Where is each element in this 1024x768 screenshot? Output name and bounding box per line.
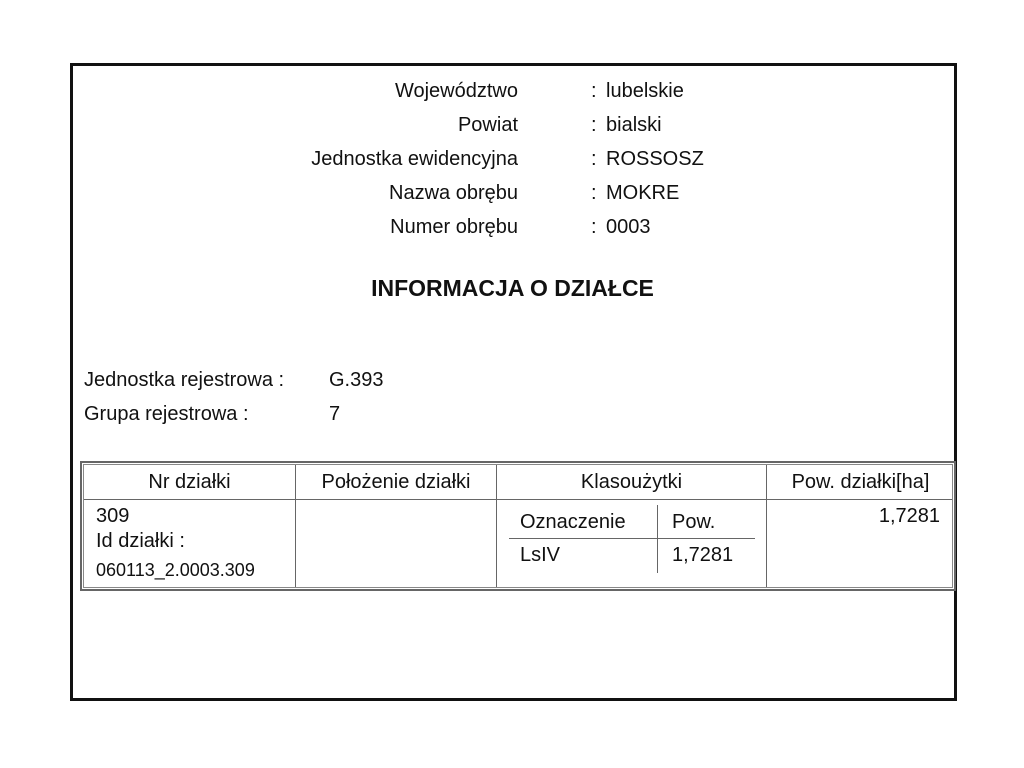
- registry-unit-row: [84, 365, 384, 395]
- parcel-table-inner: [83, 464, 953, 588]
- land-class-code: LsIV: [520, 544, 561, 566]
- header-row-voivodeship: [73, 76, 954, 106]
- precinct-number-value: 0003: [606, 216, 651, 238]
- registry-unit-row-value: G.393: [329, 369, 384, 391]
- land-class-subheader-divider: [509, 538, 755, 539]
- parcel-id-label: Id działki :: [96, 530, 185, 552]
- land-class-subcolumn-divider: [657, 505, 658, 573]
- separator: :: [591, 80, 597, 102]
- header-row-precinct-name: [73, 178, 954, 208]
- voivodeship-value: lubelskie: [606, 80, 684, 102]
- precinct-name-label: Nazwa obrębu: [389, 182, 518, 204]
- column-divider: [766, 465, 767, 587]
- voivodeship-label: Województwo: [394, 80, 518, 102]
- registry-unit-row-label: Jednostka rejestrowa :: [84, 369, 285, 391]
- parcel-id-value: 060113_2.0003.309: [96, 560, 255, 580]
- header-row-registry-unit: [73, 144, 954, 174]
- column-header-land-classes: Klasoużytki: [580, 471, 683, 493]
- column-divider: [496, 465, 497, 587]
- registry-group-label: Grupa rejestrowa :: [84, 403, 249, 425]
- header-row-precinct-number: [73, 212, 954, 242]
- county-value: bialski: [606, 114, 662, 136]
- column-header-parcel-number: Nr działki: [148, 471, 231, 493]
- parcel-table: [80, 461, 956, 591]
- separator: :: [591, 182, 597, 204]
- column-divider: [295, 465, 296, 587]
- registry-unit-label: Jednostka ewidencyjna: [311, 148, 518, 170]
- land-class-header-code: Oznaczenie: [520, 511, 626, 533]
- column-header-parcel-area: Pow. działki[ha]: [791, 471, 930, 493]
- separator: :: [591, 216, 597, 238]
- separator: :: [591, 148, 597, 170]
- county-label: Powiat: [457, 114, 518, 136]
- separator: :: [591, 114, 597, 136]
- parcel-number: 309: [96, 505, 130, 527]
- parcel-info-frame: [70, 63, 957, 701]
- precinct-name-value: MOKRE: [606, 182, 680, 204]
- header-row-county: [73, 110, 954, 140]
- parcel-area-value: 1,7281: [878, 505, 940, 527]
- column-header-parcel-location: Położenie działki: [321, 471, 471, 493]
- registry-group-value: 7: [329, 403, 341, 425]
- registry-unit-value: ROSSOSZ: [606, 148, 704, 170]
- registry-group-row: [84, 399, 341, 429]
- page-title: INFORMACJA O DZIAŁCE: [371, 275, 654, 301]
- land-class-area: 1,7281: [672, 544, 734, 566]
- land-class-header-area: Pow.: [672, 511, 716, 533]
- header-divider: [84, 499, 952, 500]
- precinct-number-label: Numer obrębu: [390, 216, 518, 238]
